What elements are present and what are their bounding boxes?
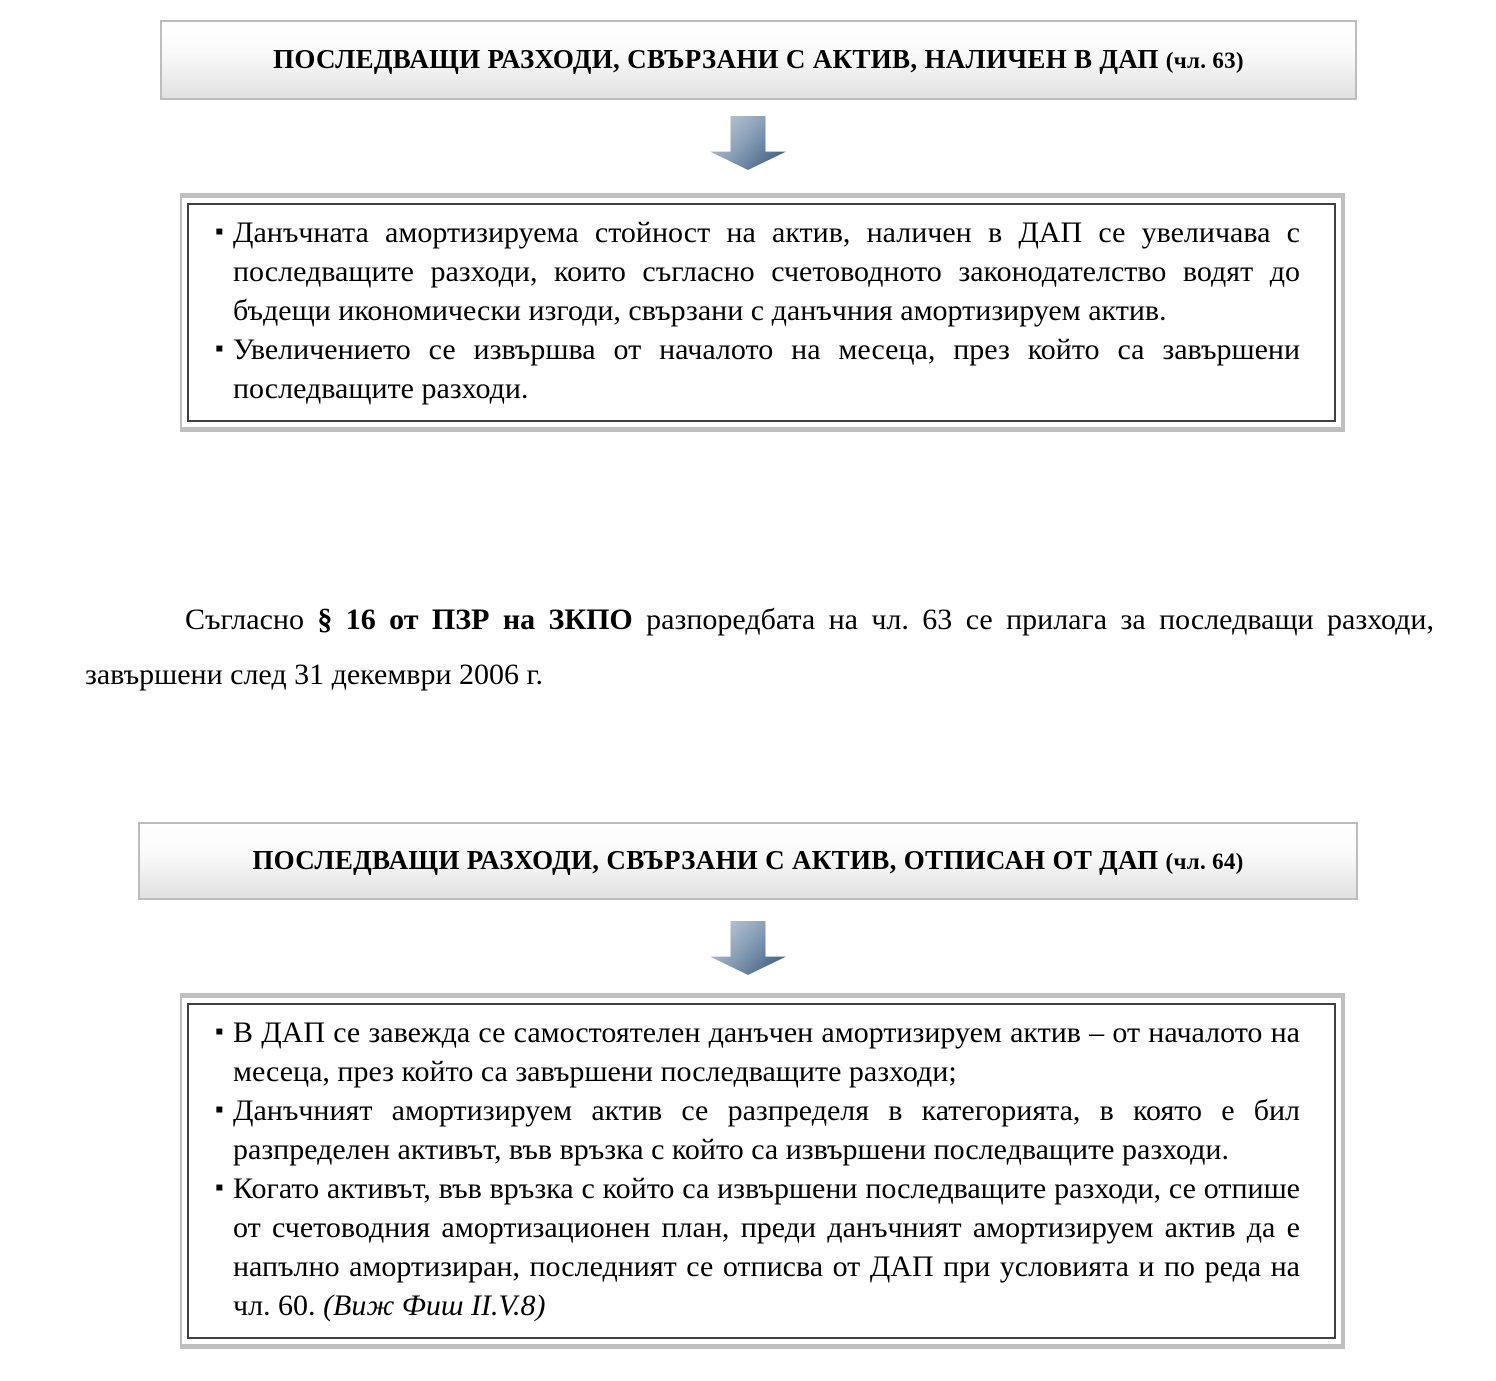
bullet-square-icon: ▪ xyxy=(215,336,224,362)
content-box-art63 xyxy=(180,193,1345,432)
bullet-list-art64 xyxy=(215,1013,1300,1325)
header-title-text: ПОСЛЕДВАЩИ РАЗХОДИ, СВЪРЗАНИ С АКТИВ, ОТПИСАН ОТ ДАП xyxy=(252,845,1159,876)
bullet-item xyxy=(215,1169,1300,1325)
note-lead: Съгласно xyxy=(185,603,318,636)
header-article-ref: (чл. 64) xyxy=(1165,849,1244,875)
bullet-text: Данъчната амортизируема стойност на актив, наличен в ДАП се увеличава с последващите разходи, които съгласно счетоводното законодателство водят до бъдещи икономически изгоди, свързани с данъчния амортизируем актив. xyxy=(233,216,1300,327)
bullet-item xyxy=(215,213,1300,330)
bullet-text: Данъчният амортизируем актив се разпределя в категорията, в която е бил разпределен активът, във връзка с който са извършени последващите разходи. xyxy=(233,1094,1300,1166)
section-header-art63 xyxy=(160,20,1357,100)
bullet-square-icon: ▪ xyxy=(215,1175,224,1201)
bullet-square-icon: ▪ xyxy=(215,219,224,245)
bullet-list-art63 xyxy=(215,213,1300,408)
content-box-art64-inner xyxy=(187,1003,1336,1339)
note-rest: разпоредбата на чл. 63 се прилага за последващи разходи, завършени след 31 декември 2006 г. xyxy=(85,603,1434,691)
bullet-text: Увеличението се извършва от началото на месеца, през който са завършени последващите разходи. xyxy=(233,333,1300,405)
note-paragraph xyxy=(85,592,1434,702)
bullet-item xyxy=(215,330,1300,408)
bullet-italic-reference: (Виж Фиш II.V.8) xyxy=(323,1289,546,1322)
content-box-art63-inner xyxy=(187,203,1336,422)
header-title-text: ПОСЛЕДВАЩИ РАЗХОДИ, СВЪРЗАНИ С АКТИВ, НАЛИЧЕН В ДАП xyxy=(273,44,1159,75)
header-article-ref: (чл. 63) xyxy=(1165,48,1244,74)
section-header-art63-title xyxy=(253,44,1264,75)
down-arrow-icon xyxy=(710,921,786,975)
bullet-text: В ДАП се завежда се самостоятелен данъчен амортизируем актив – от началото на месеца, през който са завършени последващите разходи; xyxy=(233,1016,1300,1088)
section-header-art64 xyxy=(138,822,1358,900)
bullet-item xyxy=(215,1091,1300,1169)
note-bold-ref: § 16 от ПЗР на ЗКПО xyxy=(317,603,633,636)
content-box-art64 xyxy=(180,993,1345,1349)
section-header-art64-title xyxy=(232,845,1263,876)
bullet-item xyxy=(215,1013,1300,1091)
bullet-square-icon: ▪ xyxy=(215,1019,224,1045)
bullet-text: Когато активът, във връзка с който са извършени последващите разходи, се отпише от счетоводния амортизационен план, преди данъчният амортизируем актив да е напълно амортизиран, последният се отписва от ДАП при условията и по реда на чл. 60. xyxy=(233,1172,1300,1322)
down-arrow-icon xyxy=(710,116,786,170)
bullet-square-icon: ▪ xyxy=(215,1097,224,1123)
